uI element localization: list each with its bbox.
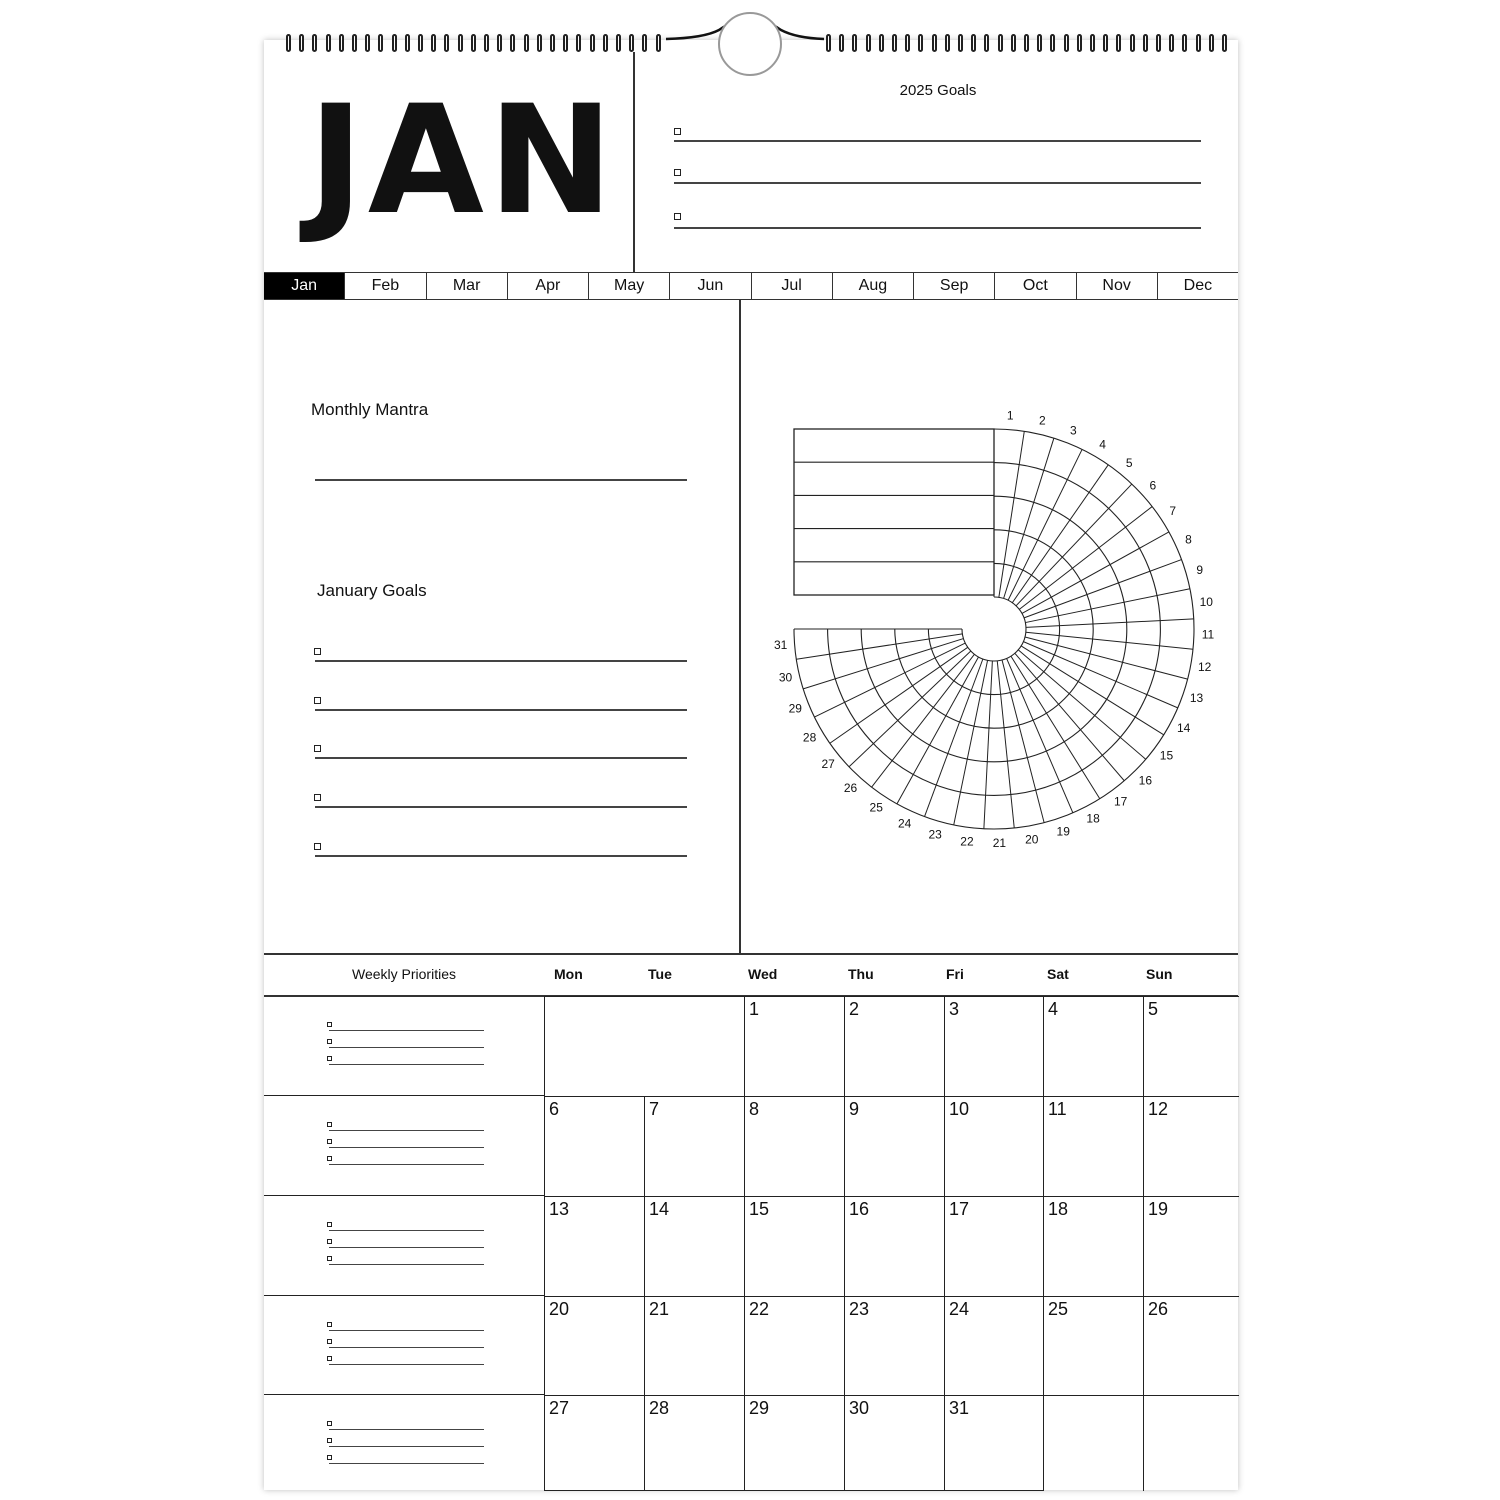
day-cell[interactable] xyxy=(944,996,1044,1097)
priority-line[interactable] xyxy=(329,1047,484,1048)
priority-checkbox[interactable] xyxy=(327,1356,332,1361)
day-number: 19 xyxy=(1148,1199,1169,1219)
day-number: 28 xyxy=(649,1398,670,1418)
priority-checkbox[interactable] xyxy=(327,1139,332,1144)
tracker-day-label: 6 xyxy=(1149,478,1157,493)
day-cell[interactable] xyxy=(544,1096,645,1197)
day-cell[interactable] xyxy=(1143,1096,1239,1197)
empty-day-cell xyxy=(544,996,745,1097)
tracker-day-label: 17 xyxy=(1113,794,1128,809)
weekday-sat: Sat xyxy=(1047,966,1069,982)
goal-checkbox[interactable] xyxy=(674,169,681,176)
day-cell[interactable] xyxy=(944,1296,1044,1396)
monthly-goal-line[interactable] xyxy=(315,660,687,662)
day-number: 4 xyxy=(1048,999,1059,1019)
day-cell[interactable] xyxy=(744,1296,845,1396)
priority-checkbox[interactable] xyxy=(327,1039,332,1044)
day-cell[interactable] xyxy=(944,1395,1044,1491)
tab-sep[interactable]: Sep xyxy=(914,273,995,299)
header-divider xyxy=(633,52,635,272)
day-number: 26 xyxy=(1148,1299,1169,1319)
day-number: 1 xyxy=(749,999,760,1019)
weekly-priorities-cell xyxy=(264,1196,544,1296)
priority-line[interactable] xyxy=(329,1030,484,1031)
tracker-day-label: 7 xyxy=(1169,504,1177,519)
middle-bottom-border xyxy=(264,953,1238,955)
tracker-day-label: 28 xyxy=(802,730,817,745)
tracker-day-label: 26 xyxy=(843,780,858,795)
monthly-mantra-label: Monthly Mantra xyxy=(311,400,429,419)
priority-line[interactable] xyxy=(329,1364,484,1365)
day-cell[interactable] xyxy=(844,1196,945,1297)
priority-checkbox[interactable] xyxy=(327,1156,332,1161)
day-number: 11 xyxy=(1048,1099,1067,1119)
day-number: 27 xyxy=(549,1398,570,1418)
day-number: 17 xyxy=(949,1199,970,1219)
day-cell[interactable] xyxy=(1143,996,1239,1097)
monthly-goals-label: January Goals xyxy=(317,581,427,600)
day-cell[interactable] xyxy=(744,996,845,1097)
tracker-day-label: 29 xyxy=(788,701,802,716)
day-number: 22 xyxy=(749,1299,770,1319)
day-cell[interactable] xyxy=(644,1296,745,1396)
priority-line[interactable] xyxy=(329,1130,484,1131)
day-number: 2 xyxy=(849,999,860,1019)
day-cell[interactable] xyxy=(644,1395,745,1491)
priority-checkbox[interactable] xyxy=(327,1455,332,1460)
weekday-sun: Sun xyxy=(1146,966,1173,982)
tracker-day-label: 8 xyxy=(1185,532,1192,547)
day-number: 16 xyxy=(849,1199,870,1219)
tracker-day-label: 9 xyxy=(1196,563,1204,578)
day-cell[interactable] xyxy=(544,1395,645,1491)
priority-line[interactable] xyxy=(329,1264,484,1265)
tracker-day-label: 13 xyxy=(1189,691,1204,706)
day-cell[interactable] xyxy=(544,1296,645,1396)
day-number: 21 xyxy=(649,1299,670,1319)
tracker-day-label: 1 xyxy=(1006,408,1014,423)
monthly-goal-checkbox[interactable] xyxy=(314,745,321,752)
priority-line[interactable] xyxy=(329,1347,484,1348)
monthly-goal-line[interactable] xyxy=(315,855,687,857)
monthly-goal-line[interactable] xyxy=(315,709,687,711)
day-number: 9 xyxy=(849,1099,860,1119)
day-number: 31 xyxy=(949,1398,970,1418)
tab-nov[interactable]: Nov xyxy=(1077,273,1158,299)
tracker-day-label: 19 xyxy=(1056,824,1070,839)
day-number: 18 xyxy=(1048,1199,1069,1219)
tracker-day-label: 25 xyxy=(869,800,883,815)
priority-checkbox[interactable] xyxy=(327,1438,332,1443)
day-cell[interactable] xyxy=(1143,1196,1239,1297)
weekly-priorities-label: Weekly Priorities xyxy=(352,966,456,982)
day-number: 14 xyxy=(649,1199,670,1219)
day-cell[interactable] xyxy=(844,1395,945,1491)
tab-aug[interactable]: Aug xyxy=(833,273,914,299)
tracker-day-label: 23 xyxy=(928,827,942,842)
monthly-goal-checkbox[interactable] xyxy=(314,794,321,801)
tab-oct[interactable]: Oct xyxy=(995,273,1076,299)
day-cell[interactable] xyxy=(644,1196,745,1297)
day-cell[interactable] xyxy=(1143,1296,1239,1396)
goal-line[interactable] xyxy=(674,227,1201,229)
day-number: 3 xyxy=(949,999,960,1019)
priority-line[interactable] xyxy=(329,1230,484,1231)
goal-line[interactable] xyxy=(674,182,1201,184)
day-number: 5 xyxy=(1148,999,1159,1019)
day-number: 15 xyxy=(749,1199,770,1219)
priority-line[interactable] xyxy=(329,1164,484,1165)
weekday-wed: Wed xyxy=(748,966,778,982)
day-number: 25 xyxy=(1048,1299,1069,1319)
tracker-day-label: 27 xyxy=(821,757,835,772)
mantra-line[interactable] xyxy=(315,479,687,481)
monthly-goal-checkbox[interactable] xyxy=(314,843,321,850)
day-number: 10 xyxy=(949,1099,970,1119)
day-cell[interactable] xyxy=(944,1196,1044,1297)
tab-jun[interactable]: Jun xyxy=(670,273,751,299)
goal-line[interactable] xyxy=(674,140,1201,142)
day-cell[interactable] xyxy=(544,1196,645,1297)
weekly-priorities-cell xyxy=(264,1096,544,1196)
priority-checkbox[interactable] xyxy=(327,1222,332,1227)
tab-mar[interactable]: Mar xyxy=(427,273,508,299)
tracker-day-label: 24 xyxy=(897,816,912,831)
priority-line[interactable] xyxy=(329,1330,484,1331)
day-cell[interactable] xyxy=(844,1296,945,1396)
day-cell[interactable] xyxy=(1043,996,1144,1097)
day-cell[interactable] xyxy=(944,1096,1044,1197)
day-number: 7 xyxy=(649,1099,660,1119)
priority-line[interactable] xyxy=(329,1247,484,1248)
weekday-fri: Fri xyxy=(946,966,964,982)
tracker-day-label: 11 xyxy=(1201,627,1215,642)
tracker-day-label: 18 xyxy=(1086,811,1100,826)
priority-checkbox[interactable] xyxy=(327,1421,332,1426)
tab-jul[interactable]: Jul xyxy=(752,273,833,299)
middle-divider xyxy=(739,300,741,953)
priority-checkbox[interactable] xyxy=(327,1022,332,1027)
day-cell[interactable] xyxy=(744,1196,845,1297)
tab-dec[interactable]: Dec xyxy=(1183,277,1213,294)
tracker-day-label: 3 xyxy=(1070,423,1077,438)
month-title: JAN xyxy=(308,74,618,248)
day-cell[interactable] xyxy=(844,996,945,1097)
tracker-day-label: 21 xyxy=(992,835,1007,850)
tracker-day-label: 20 xyxy=(1025,832,1039,847)
tracker-day-label: 14 xyxy=(1177,721,1191,736)
tracker-day-label: 12 xyxy=(1197,659,1212,674)
weekly-priorities-cell xyxy=(264,1296,544,1395)
weekly-priorities-cell xyxy=(264,1395,544,1490)
day-number: 24 xyxy=(949,1299,970,1319)
priority-line[interactable] xyxy=(329,1429,484,1430)
tracker-day-label: 5 xyxy=(1125,456,1133,471)
empty-day-cell xyxy=(1143,1395,1239,1491)
tab-may[interactable]: May xyxy=(589,273,670,299)
tracker-day-label: 10 xyxy=(1199,594,1213,609)
monthly-goal-checkbox[interactable] xyxy=(314,648,321,655)
day-number: 13 xyxy=(549,1199,570,1219)
day-number: 12 xyxy=(1148,1099,1169,1119)
priority-line[interactable] xyxy=(329,1147,484,1148)
priority-checkbox[interactable] xyxy=(327,1056,332,1061)
priority-checkbox[interactable] xyxy=(327,1322,332,1327)
priority-checkbox[interactable] xyxy=(327,1339,332,1344)
priority-checkbox[interactable] xyxy=(327,1122,332,1127)
goal-checkbox[interactable] xyxy=(674,213,681,220)
priority-checkbox[interactable] xyxy=(327,1239,332,1244)
day-cell[interactable] xyxy=(744,1395,845,1491)
monthly-goal-line[interactable] xyxy=(315,806,687,808)
tracker-day-label: 4 xyxy=(1099,437,1106,452)
day-cell[interactable] xyxy=(744,1096,845,1197)
day-cell[interactable] xyxy=(1043,1196,1144,1297)
monthly-goal-line[interactable] xyxy=(315,757,687,759)
tab-apr[interactable]: Apr xyxy=(508,273,589,299)
year-goals-title: 2025 Goals xyxy=(899,82,977,99)
day-cell[interactable] xyxy=(1043,1296,1144,1396)
weekly-priorities-cell xyxy=(264,996,544,1096)
weekday-mon: Mon xyxy=(554,966,583,982)
goal-checkbox[interactable] xyxy=(674,128,681,135)
priority-line[interactable] xyxy=(329,1446,484,1447)
monthly-goal-checkbox[interactable] xyxy=(314,697,321,704)
tracker-day-label: 31 xyxy=(773,638,788,653)
tracker-day-label: 2 xyxy=(1039,413,1046,428)
priority-line[interactable] xyxy=(329,1463,484,1464)
day-number: 30 xyxy=(849,1398,870,1418)
priority-line[interactable] xyxy=(329,1064,484,1065)
weekday-tue: Tue xyxy=(648,966,672,982)
day-number: 23 xyxy=(849,1299,870,1319)
day-number: 29 xyxy=(749,1398,770,1418)
tracker-day-label: 15 xyxy=(1159,748,1174,763)
tab-feb[interactable]: Feb xyxy=(345,273,426,299)
tab-jan[interactable]: Jan xyxy=(264,273,345,299)
day-number: 6 xyxy=(549,1099,560,1119)
month-tabs xyxy=(264,272,1238,300)
day-number: 20 xyxy=(549,1299,570,1319)
tracker-day-label: 22 xyxy=(960,834,974,849)
empty-day-cell xyxy=(1043,1395,1144,1491)
day-cell[interactable] xyxy=(644,1096,745,1197)
weekday-thu: Thu xyxy=(848,966,874,982)
tracker-day-label: 16 xyxy=(1138,773,1153,788)
day-number: 8 xyxy=(749,1099,760,1119)
day-cell[interactable] xyxy=(1043,1096,1144,1197)
tracker-day-label: 30 xyxy=(778,670,793,685)
hanger-hole xyxy=(718,12,782,76)
day-cell[interactable] xyxy=(844,1096,945,1197)
priority-checkbox[interactable] xyxy=(327,1256,332,1261)
